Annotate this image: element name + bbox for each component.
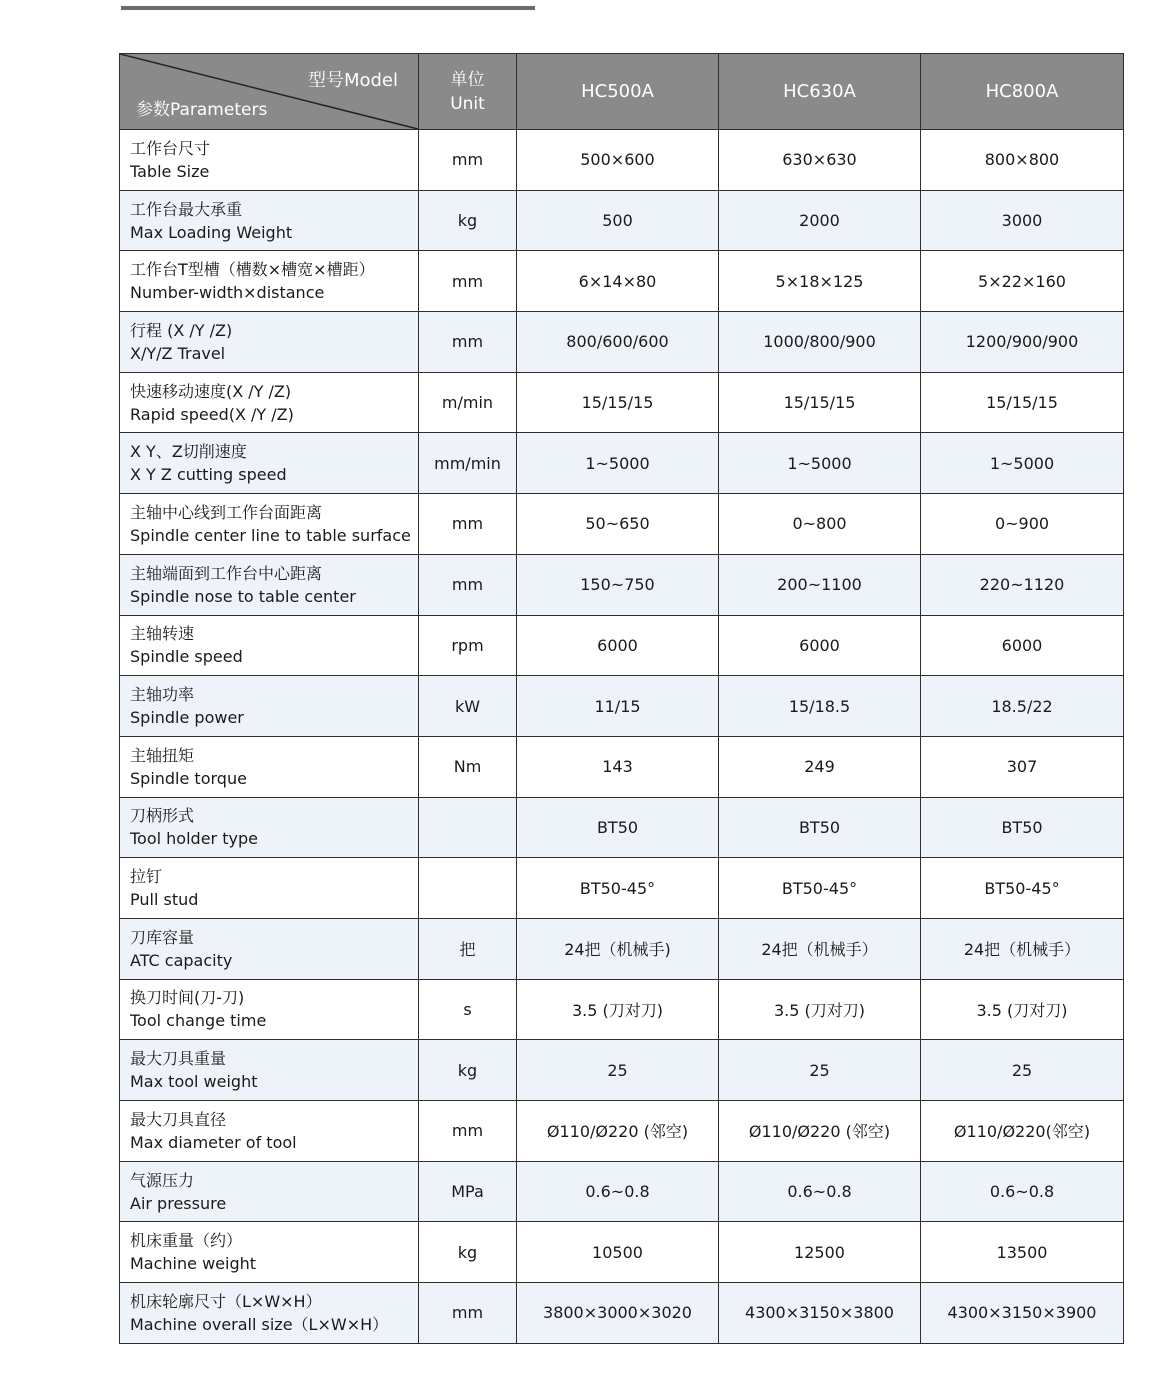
unit-cell: m/min bbox=[419, 372, 517, 433]
parameter-name-en: Air pressure bbox=[130, 1193, 227, 1213]
value-cell-hc500a: Ø110/Ø220 (邻空) bbox=[517, 1101, 719, 1162]
parameter-name-cn: 主轴中心线到工作台面距离 bbox=[130, 502, 323, 522]
value-cell-hc500a: 500×600 bbox=[517, 130, 719, 191]
parameter-name-cn: X Y、Z切削速度 bbox=[130, 442, 247, 462]
table-row bbox=[120, 797, 1124, 858]
value-cell-hc800a: BT50-45° bbox=[921, 858, 1124, 919]
parameter-cell bbox=[120, 372, 419, 433]
table-row bbox=[120, 979, 1124, 1040]
parameter-cell bbox=[120, 251, 419, 312]
parameter-cell bbox=[120, 676, 419, 737]
parameter-name-cn: 主轴功率 bbox=[130, 685, 195, 705]
table-row bbox=[120, 251, 1124, 312]
value-cell-hc500a: 6×14×80 bbox=[517, 251, 719, 312]
value-cell-hc500a: 500 bbox=[517, 190, 719, 251]
value-cell-hc800a: 1200/900/900 bbox=[921, 312, 1124, 373]
parameter-name-en: Spindle torque bbox=[130, 768, 247, 788]
value-cell-hc800a: 3000 bbox=[921, 190, 1124, 251]
parameter-name-cn: 机床重量（约） bbox=[130, 1231, 243, 1251]
value-cell-hc630a: 1000/800/900 bbox=[719, 312, 921, 373]
parameter-name-en: Spindle power bbox=[130, 708, 244, 728]
value-cell-hc500a: 6000 bbox=[517, 615, 719, 676]
value-cell-hc500a: 3.5 (刀对刀) bbox=[517, 979, 719, 1040]
value-cell-hc500a: 24把（机械手) bbox=[517, 918, 719, 979]
parameter-cell bbox=[120, 1040, 419, 1101]
value-cell-hc630a: 0.6~0.8 bbox=[719, 1161, 921, 1222]
value-cell-hc800a: 25 bbox=[921, 1040, 1124, 1101]
value-cell-hc500a: 800/600/600 bbox=[517, 312, 719, 373]
value-cell-hc500a: 150~750 bbox=[517, 554, 719, 615]
value-cell-hc800a: 220~1120 bbox=[921, 554, 1124, 615]
header-unit-cell bbox=[419, 54, 517, 130]
value-cell-hc500a: 15/15/15 bbox=[517, 372, 719, 433]
unit-cell: mm bbox=[419, 554, 517, 615]
unit-cell bbox=[419, 797, 517, 858]
value-cell-hc630a: 6000 bbox=[719, 615, 921, 676]
unit-cell: kW bbox=[419, 676, 517, 737]
parameter-name-en: Tool change time bbox=[130, 1011, 267, 1031]
value-cell-hc630a: 4300×3150×3800 bbox=[719, 1283, 921, 1344]
value-cell-hc800a: 800×800 bbox=[921, 130, 1124, 191]
table-row bbox=[120, 1283, 1124, 1344]
parameter-cell bbox=[120, 130, 419, 191]
unit-cell: Nm bbox=[419, 736, 517, 797]
value-cell-hc500a: 0.6~0.8 bbox=[517, 1161, 719, 1222]
parameter-name-cn: 机床轮廓尺寸（L×W×H） bbox=[130, 1291, 322, 1311]
parameter-name-en: Pull stud bbox=[130, 890, 199, 910]
unit-label-en: Unit bbox=[450, 93, 485, 114]
parameter-name-cn: 刀柄形式 bbox=[130, 806, 195, 826]
parameter-name-en: Tool holder type bbox=[130, 829, 258, 849]
parameter-cell bbox=[120, 494, 419, 555]
value-cell-hc800a: 3.5 (刀对刀) bbox=[921, 979, 1124, 1040]
parameter-name-en: X Y Z cutting speed bbox=[130, 465, 287, 485]
parameter-name-cn: 换刀时间(刀-刀) bbox=[130, 988, 245, 1008]
unit-cell: MPa bbox=[419, 1161, 517, 1222]
table-row bbox=[120, 1161, 1124, 1222]
value-cell-hc500a: 1~5000 bbox=[517, 433, 719, 494]
unit-cell: 把 bbox=[419, 918, 517, 979]
value-cell-hc800a: BT50 bbox=[921, 797, 1124, 858]
model-label: 型号Model bbox=[307, 70, 398, 91]
parameter-name-cn: 最大刀具直径 bbox=[130, 1109, 227, 1129]
value-cell-hc630a: 1~5000 bbox=[719, 433, 921, 494]
parameter-cell bbox=[120, 797, 419, 858]
table-row bbox=[120, 494, 1124, 555]
table-row bbox=[120, 190, 1124, 251]
value-cell-hc500a: BT50-45° bbox=[517, 858, 719, 919]
parameter-name-cn: 主轴转速 bbox=[130, 624, 195, 644]
value-cell-hc800a: 4300×3150×3900 bbox=[921, 1283, 1124, 1344]
value-cell-hc800a: Ø110/Ø220(邻空) bbox=[921, 1101, 1124, 1162]
parameter-name-en: Machine overall size（L×W×H） bbox=[130, 1314, 389, 1334]
parameter-name-en: Machine weight bbox=[130, 1254, 257, 1274]
table-row bbox=[120, 372, 1124, 433]
table-row bbox=[120, 918, 1124, 979]
top-divider bbox=[121, 6, 535, 10]
value-cell-hc800a: 6000 bbox=[921, 615, 1124, 676]
parameter-cell bbox=[120, 979, 419, 1040]
value-cell-hc630a: BT50-45° bbox=[719, 858, 921, 919]
parameter-name-en: Spindle speed bbox=[130, 647, 243, 667]
parameter-cell bbox=[120, 918, 419, 979]
parameter-name-cn: 拉钉 bbox=[130, 867, 163, 887]
value-cell-hc630a: 15/15/15 bbox=[719, 372, 921, 433]
unit-cell: mm bbox=[419, 1101, 517, 1162]
parameter-name-cn: 工作台尺寸 bbox=[130, 138, 211, 158]
parameter-name-en: Rapid speed(X /Y /Z) bbox=[130, 404, 294, 424]
table-row bbox=[120, 736, 1124, 797]
value-cell-hc500a: 11/15 bbox=[517, 676, 719, 737]
parameter-cell bbox=[120, 190, 419, 251]
parameter-name-en: Number-width×distance bbox=[130, 283, 325, 303]
unit-cell bbox=[419, 858, 517, 919]
parameter-name-cn: 行程 (X /Y /Z) bbox=[130, 320, 233, 340]
value-cell-hc630a: BT50 bbox=[719, 797, 921, 858]
parameter-cell bbox=[120, 312, 419, 373]
table-row bbox=[120, 433, 1124, 494]
unit-cell: mm bbox=[419, 312, 517, 373]
value-cell-hc630a: 24把（机械手） bbox=[719, 918, 921, 979]
parameter-cell bbox=[120, 1161, 419, 1222]
unit-cell: mm bbox=[419, 130, 517, 191]
value-cell-hc800a: 24把（机械手） bbox=[921, 918, 1124, 979]
value-cell-hc630a: 5×18×125 bbox=[719, 251, 921, 312]
value-cell-hc500a: 3800×3000×3020 bbox=[517, 1283, 719, 1344]
table-row bbox=[120, 858, 1124, 919]
value-cell-hc800a: 18.5/22 bbox=[921, 676, 1124, 737]
value-cell-hc630a: 0~800 bbox=[719, 494, 921, 555]
unit-cell: mm bbox=[419, 1283, 517, 1344]
value-cell-hc500a: 25 bbox=[517, 1040, 719, 1101]
unit-cell: kg bbox=[419, 1222, 517, 1283]
header-param-model-cell bbox=[120, 54, 419, 130]
spec-table-body bbox=[120, 130, 1124, 1344]
header-model-hc800a: HC800A bbox=[921, 54, 1124, 130]
table-row bbox=[120, 1040, 1124, 1101]
unit-label-cn: 单位 bbox=[450, 69, 485, 90]
parameter-name-cn: 主轴端面到工作台中心距离 bbox=[130, 563, 323, 583]
unit-cell: mm bbox=[419, 251, 517, 312]
value-cell-hc800a: 5×22×160 bbox=[921, 251, 1124, 312]
parameter-cell bbox=[120, 554, 419, 615]
table-row bbox=[120, 312, 1124, 373]
table-row bbox=[120, 130, 1124, 191]
spec-table bbox=[119, 53, 1124, 1344]
parameter-cell bbox=[120, 1222, 419, 1283]
parameter-name-en: Table Size bbox=[130, 161, 210, 181]
value-cell-hc800a: 1~5000 bbox=[921, 433, 1124, 494]
parameter-name-en: X/Y/Z Travel bbox=[130, 343, 226, 363]
table-row bbox=[120, 615, 1124, 676]
value-cell-hc630a: 25 bbox=[719, 1040, 921, 1101]
parameter-name-cn: 快速移动速度(X /Y /Z) bbox=[130, 381, 292, 401]
parameter-name-en: Max Loading Weight bbox=[130, 222, 293, 242]
parameter-name-cn: 工作台T型槽（槽数×槽宽×槽距） bbox=[130, 260, 375, 280]
value-cell-hc630a: 630×630 bbox=[719, 130, 921, 191]
header-model-hc500a: HC500A bbox=[517, 54, 719, 130]
value-cell-hc630a: 200~1100 bbox=[719, 554, 921, 615]
parameter-name-cn: 工作台最大承重 bbox=[130, 199, 243, 219]
value-cell-hc800a: 13500 bbox=[921, 1222, 1124, 1283]
table-row bbox=[120, 1222, 1124, 1283]
value-cell-hc800a: 307 bbox=[921, 736, 1124, 797]
value-cell-hc630a: 2000 bbox=[719, 190, 921, 251]
parameter-name-cn: 气源压力 bbox=[130, 1170, 195, 1190]
unit-cell: rpm bbox=[419, 615, 517, 676]
parameters-label: 参数Parameters bbox=[136, 100, 268, 120]
value-cell-hc500a: BT50 bbox=[517, 797, 719, 858]
unit-cell: mm/min bbox=[419, 433, 517, 494]
value-cell-hc630a: 3.5 (刀对刀) bbox=[719, 979, 921, 1040]
value-cell-hc630a: Ø110/Ø220 (邻空) bbox=[719, 1101, 921, 1162]
value-cell-hc500a: 10500 bbox=[517, 1222, 719, 1283]
table-row bbox=[120, 554, 1124, 615]
parameter-cell bbox=[120, 736, 419, 797]
table-row bbox=[120, 676, 1124, 737]
header-row bbox=[120, 54, 1124, 130]
parameter-cell bbox=[120, 1101, 419, 1162]
parameter-name-en: ATC capacity bbox=[130, 950, 233, 970]
unit-cell: kg bbox=[419, 190, 517, 251]
parameter-cell bbox=[120, 433, 419, 494]
parameter-name-cn: 主轴扭矩 bbox=[130, 745, 195, 765]
parameter-name-en: Spindle nose to table center bbox=[130, 586, 356, 606]
value-cell-hc630a: 15/18.5 bbox=[719, 676, 921, 737]
parameter-name-cn: 最大刀具重量 bbox=[130, 1049, 227, 1069]
parameter-cell bbox=[120, 1283, 419, 1344]
parameter-cell bbox=[120, 615, 419, 676]
parameter-name-cn: 刀库容量 bbox=[130, 927, 195, 947]
unit-cell: kg bbox=[419, 1040, 517, 1101]
unit-cell: mm bbox=[419, 494, 517, 555]
unit-cell: s bbox=[419, 979, 517, 1040]
value-cell-hc630a: 12500 bbox=[719, 1222, 921, 1283]
parameter-name-en: Max tool weight bbox=[130, 1072, 258, 1092]
value-cell-hc800a: 0.6~0.8 bbox=[921, 1161, 1124, 1222]
value-cell-hc500a: 143 bbox=[517, 736, 719, 797]
parameter-name-en: Max diameter of tool bbox=[130, 1132, 297, 1152]
table-row bbox=[120, 1101, 1124, 1162]
parameter-cell bbox=[120, 858, 419, 919]
value-cell-hc800a: 0~900 bbox=[921, 494, 1124, 555]
value-cell-hc800a: 15/15/15 bbox=[921, 372, 1124, 433]
value-cell-hc630a: 249 bbox=[719, 736, 921, 797]
header-model-hc630a: HC630A bbox=[719, 54, 921, 130]
parameter-name-en: Spindle center line to table surface bbox=[130, 525, 411, 545]
value-cell-hc500a: 50~650 bbox=[517, 494, 719, 555]
